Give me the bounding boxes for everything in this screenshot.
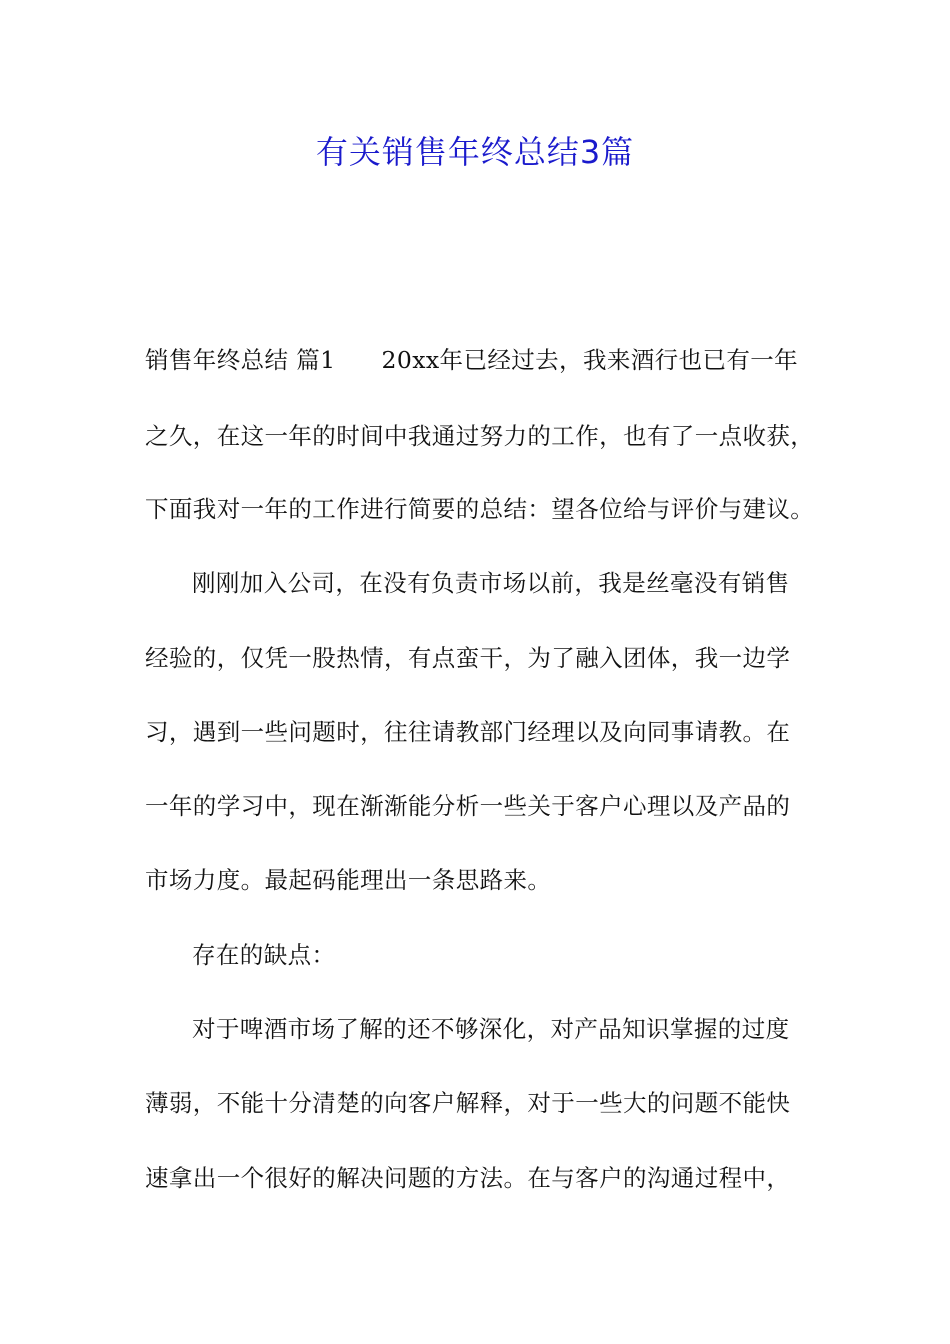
paragraph-line: 经验的，仅凭一股热情，有点蛮干，为了融入团体，我一边学 [145,644,791,672]
document-title: 有关销售年终总结3篇 [315,133,635,171]
paragraph-line: 刚刚加入公司，在没有负责市场以前，我是丝毫没有销售 [192,569,790,597]
subheading-line: 存在的缺点： [192,941,336,969]
paragraph-line [145,342,845,378]
paragraph-line: 速拿出一个很好的解决问题的方法。在与客户的沟通过程中， [145,1164,791,1192]
paragraph-line: 一年的学习中，现在渐渐能分析一些关于客户心理以及产品的 [145,792,791,820]
paragraph-line: 薄弱，不能十分清楚的向客户解释，对于一些大的问题不能快 [145,1089,791,1117]
paragraph-line: 对于啤酒市场了解的还不够深化，对产品知识掌握的过度 [192,1015,790,1043]
paragraph-text: 20xx年已经过去，我来酒行也已有一年 [381,346,799,374]
paragraph-line: 之久，在这一年的时间中我通过努力的工作，也有了一点收获， [145,422,815,450]
paragraph-line: 下面我对一年的工作进行简要的总结：望各位给与评价与建议。 [145,495,815,523]
section-heading: 销售年终总结 篇1 [145,346,336,374]
paragraph-line: 市场力度。最起码能理出一条思路来。 [145,866,552,894]
paragraph-line: 习，遇到一些问题时，往往请教部门经理以及向同事请教。在 [145,718,791,746]
